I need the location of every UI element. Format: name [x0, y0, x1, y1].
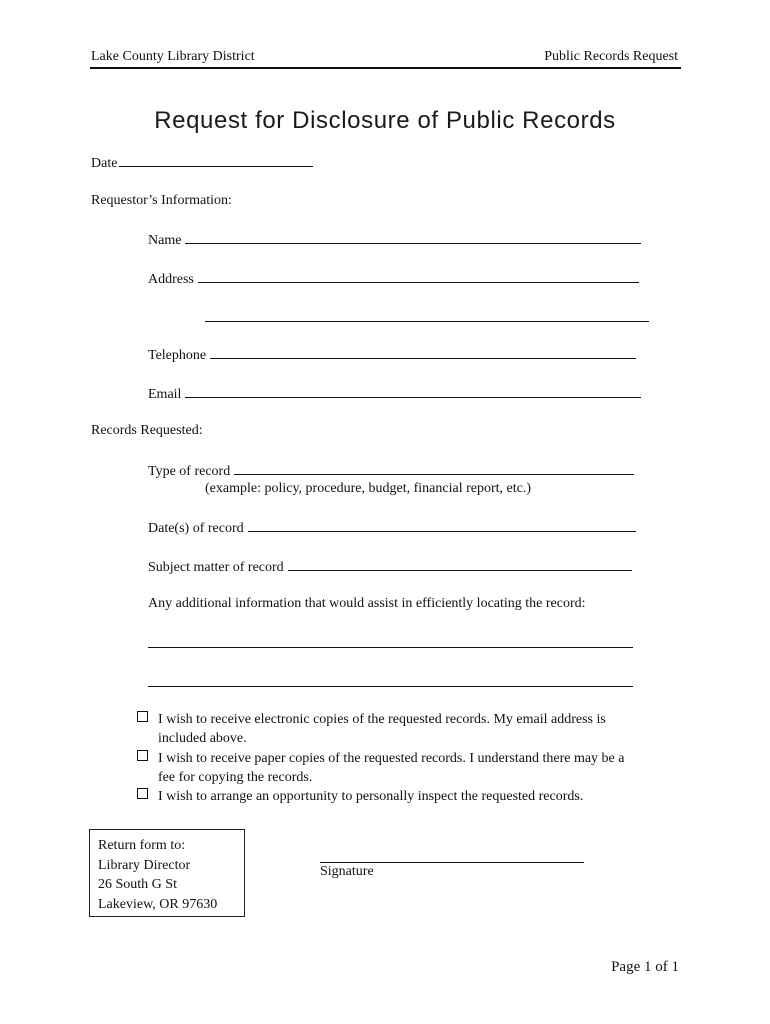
checkbox-paper[interactable] — [137, 750, 148, 761]
email-field[interactable] — [185, 385, 641, 398]
return-line-2: Library Director — [98, 857, 191, 873]
option-inspect-records[interactable] — [137, 787, 583, 806]
record-type-row — [148, 462, 634, 480]
return-line-4: Lakeview, OR 97630 — [98, 896, 218, 912]
record-subject-row — [148, 558, 632, 576]
date-row — [91, 154, 313, 172]
header-organization: Lake County Library District — [91, 49, 255, 64]
record-type-example: (example: policy, procedure, budget, financial report, etc.) — [205, 481, 532, 496]
additional-info-line1[interactable] — [148, 635, 633, 648]
return-line-3: 26 South G St — [98, 877, 177, 892]
record-dates-label: Date(s) of record — [148, 521, 244, 536]
additional-info-line2[interactable] — [148, 674, 633, 687]
telephone-row — [148, 346, 636, 364]
checkbox-inspect[interactable] — [137, 788, 148, 799]
records-heading: Records Requested: — [91, 423, 203, 438]
checkbox-electronic[interactable] — [137, 711, 148, 722]
option-electronic-copies[interactable] — [137, 710, 606, 748]
option-electronic-text-1: I wish to receive electronic copies of the requested records. My email address is — [158, 712, 606, 727]
return-line-1: Return form to: — [98, 838, 186, 853]
address-label: Address — [148, 272, 194, 287]
signature-field[interactable] — [320, 850, 584, 863]
option-electronic-text-2: included above. — [158, 731, 247, 746]
option-paper-text-2: fee for copying the records. — [158, 770, 313, 785]
record-type-label: Type of record — [148, 464, 231, 479]
address-field-line2[interactable] — [205, 309, 649, 322]
record-type-field[interactable] — [234, 462, 634, 475]
date-label: Date — [91, 156, 118, 171]
name-row — [148, 231, 641, 249]
email-row — [148, 385, 641, 403]
option-paper-text-1: I wish to receive paper copies of the requested records. I understand there may be a — [158, 751, 625, 766]
record-dates-field[interactable] — [248, 519, 636, 532]
name-field[interactable] — [185, 231, 641, 244]
record-dates-row — [148, 519, 636, 537]
address-row — [148, 270, 639, 288]
page-title: Request for Disclosure of Public Records — [154, 107, 616, 134]
requestor-heading: Requestor’s Information: — [91, 193, 232, 208]
page-number: Page 1 of 1 — [611, 959, 679, 975]
name-label: Name — [148, 233, 182, 248]
option-paper-copies[interactable] — [137, 749, 624, 787]
telephone-field[interactable] — [210, 346, 636, 359]
email-label: Email — [148, 387, 182, 402]
option-inspect-text: I wish to arrange an opportunity to personally inspect the requested records. — [158, 789, 584, 804]
header-rule — [90, 67, 681, 69]
record-subject-label: Subject matter of record — [148, 560, 284, 575]
signature-label: Signature — [320, 864, 374, 879]
additional-info-label: Any additional information that would assist in efficiently locating the record: — [148, 596, 586, 611]
address-field-line1[interactable] — [198, 270, 639, 283]
return-address-box — [89, 829, 245, 917]
date-field[interactable] — [119, 154, 313, 167]
telephone-label: Telephone — [148, 348, 207, 363]
header-form-name: Public Records Request — [544, 49, 678, 64]
record-subject-field[interactable] — [288, 558, 632, 571]
